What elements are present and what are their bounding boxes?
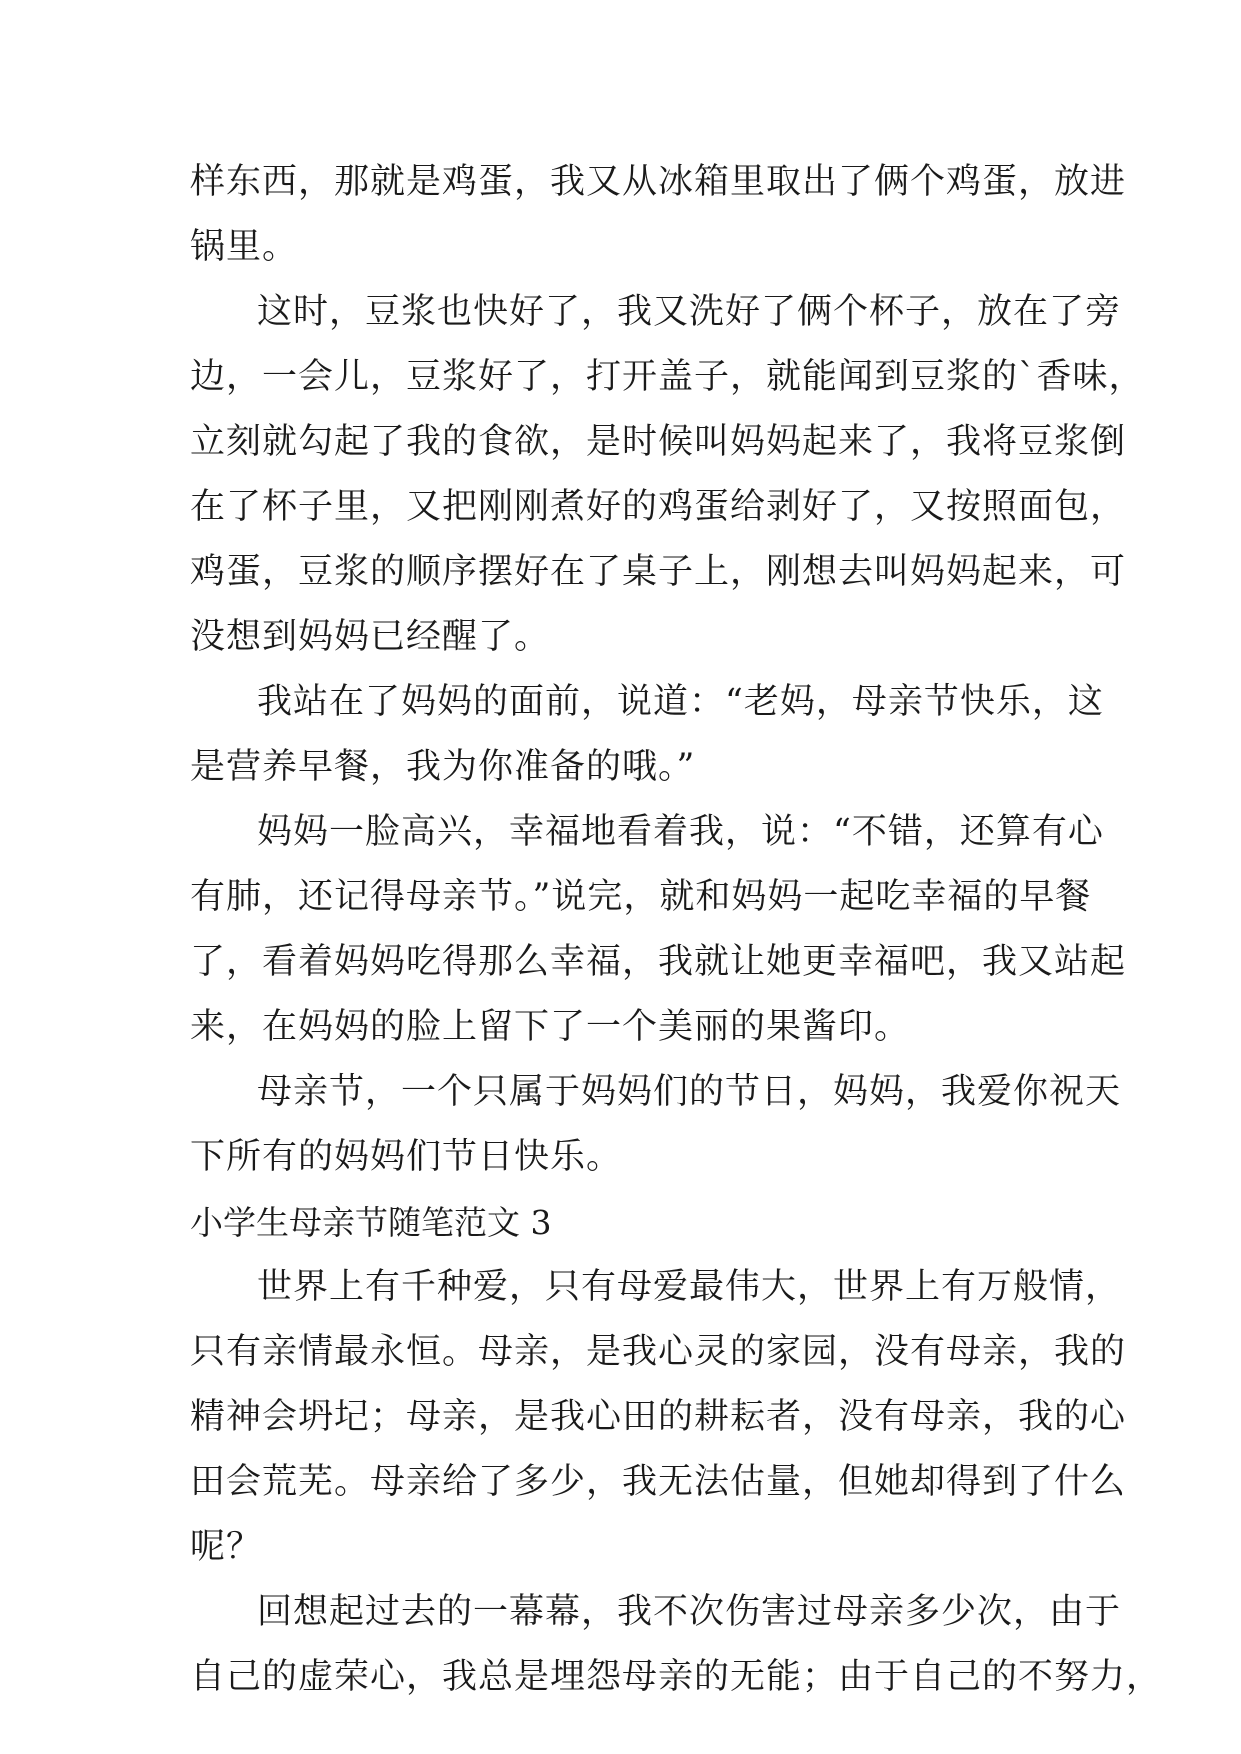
text-line: 有肺，还记得母亲节。”说完，就和妈妈一起吃幸福的早餐 (190, 877, 1092, 917)
text-line: 样东西，那就是鸡蛋，我又从冰箱里取出了俩个鸡蛋，放进 (190, 162, 1127, 202)
text-line: 自己的虚荣心，我总是埋怨母亲的无能；由于自己的不努力， (190, 1657, 1163, 1697)
text-line: 鸡蛋，豆浆的顺序摆好在了桌子上，刚想去叫妈妈起来，可 (190, 552, 1127, 592)
section-heading: 小学生母亲节随笔范文 3 (190, 1203, 552, 1242)
text-line: 是营养早餐，我为你准备的哦。” (190, 747, 696, 787)
document-body (190, 150, 1163, 1710)
text-line: 我站在了妈妈的面前，说道：“老妈，母亲节快乐，这 (257, 682, 1104, 722)
text-line: 这时，豆浆也快好了，我又洗好了俩个杯子，放在了旁 (257, 292, 1122, 332)
text-line: 回想起过去的一幕幕，我不次伤害过母亲多少次，由于 (257, 1592, 1122, 1632)
text-line: 世界上有千种爱，只有母爱最伟大，世界上有万般情， (257, 1267, 1122, 1307)
text-line: 在了杯子里，又把刚刚煮好的鸡蛋给剥好了，又按照面包， (190, 487, 1127, 527)
text-line: 边，一会儿，豆浆好了，打开盖子，就能闻到豆浆的`香味， (190, 357, 1145, 397)
text-line: 下所有的妈妈们节日快乐。 (190, 1137, 623, 1177)
text-line: 精神会坍圮；母亲，是我心田的耕耘者，没有母亲，我的心 (190, 1397, 1127, 1437)
text-line: 呢？ (190, 1527, 263, 1567)
text-line: 来，在妈妈的脸上留下了一个美丽的果酱印。 (190, 1007, 911, 1047)
text-line: 锅里。 (190, 227, 299, 267)
text-line: 立刻就勾起了我的食欲，是时候叫妈妈起来了，我将豆浆倒 (190, 422, 1127, 462)
text-line: 母亲节，一个只属于妈妈们的节日，妈妈，我爱你祝天 (257, 1072, 1122, 1112)
text-line: 田会荒芜。母亲给了多少，我无法估量，但她却得到了什么 (190, 1462, 1127, 1502)
text-line: 妈妈一脸高兴，幸福地看着我，说：“不错，还算有心 (257, 812, 1104, 852)
text-line: 只有亲情最永恒。母亲，是我心灵的家园，没有母亲，我的 (190, 1332, 1127, 1372)
text-line: 没想到妈妈已经醒了。 (190, 617, 551, 657)
text-line: 了，看着妈妈吃得那么幸福，我就让她更幸福吧，我又站起 (190, 942, 1127, 982)
